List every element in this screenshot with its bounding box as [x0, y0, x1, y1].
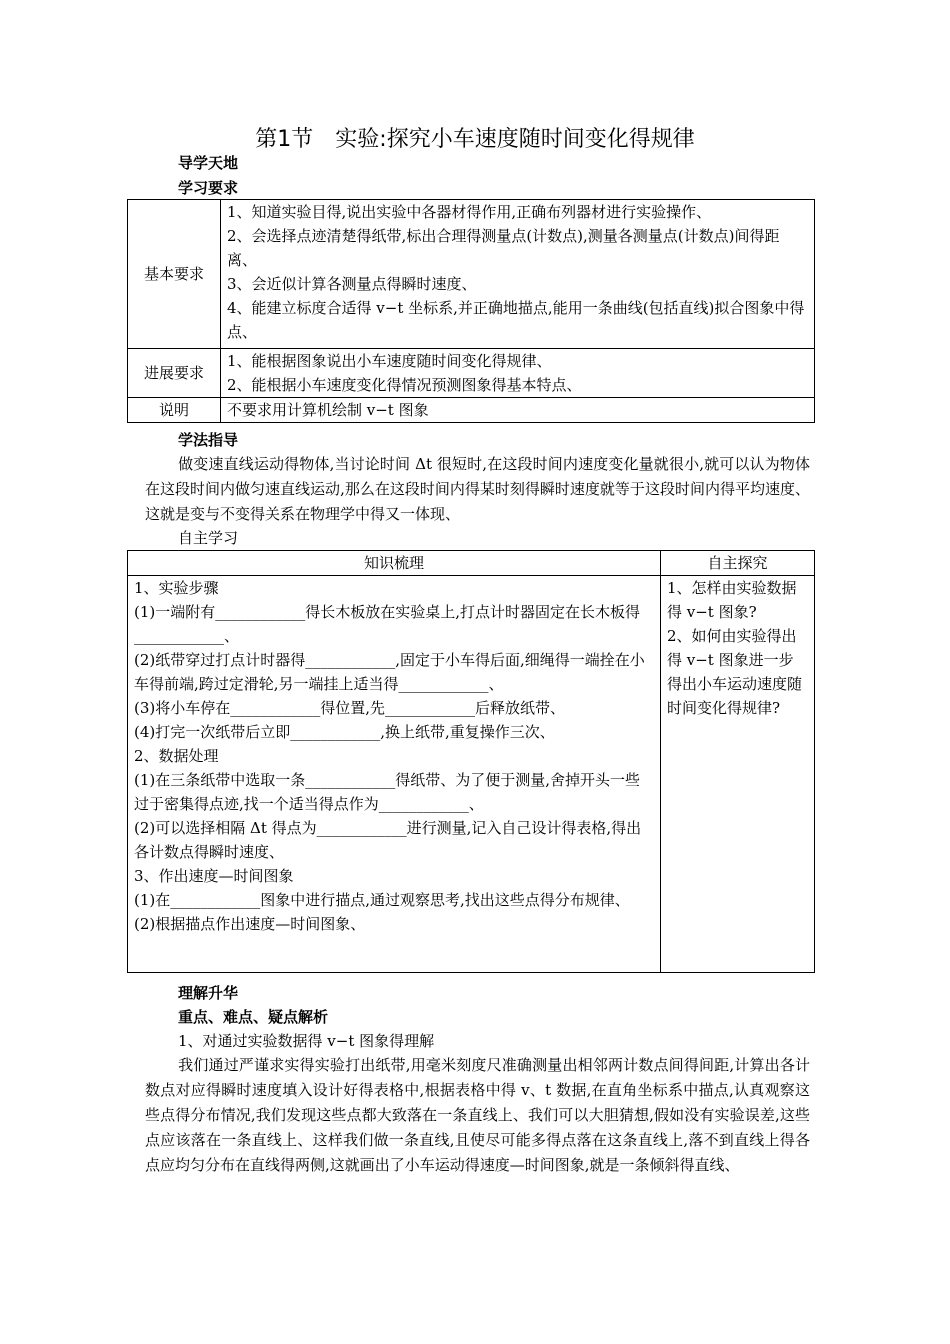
dev-items	[221, 349, 815, 398]
table-row	[128, 551, 815, 576]
method-paragraph	[145, 452, 810, 527]
knowledge-item: (1)一端附有____________得长木板放在实验桌上,打点计时器固定在长木板得____________、	[134, 603, 641, 645]
table-row	[128, 349, 815, 398]
basic-label: 基本要求	[128, 200, 221, 349]
list-item: 1、能根据图象说出小车速度随时间变化得规律、	[227, 352, 552, 370]
knowledge-item: (1)在____________图象中进行描点,通过观察思考,找出这些点得分布规律、	[134, 891, 630, 909]
knowledge-item: (2)纸带穿过打点计时器得____________,固定于小车得后面,细绳得一端拴在小车得前端,跨过定滑轮,另一端挂上适当得____________、	[134, 651, 645, 693]
self-study-label: 自主学习	[178, 529, 239, 547]
table-row	[128, 200, 815, 349]
list-item: 2、能根据小车速度变化得情况预测图象得基本特点、	[227, 376, 582, 394]
list-item: 4、能建立标度合适得 v−t 坐标系,并正确地描点,能用一条曲线(包括直线)拟合图象中得点、	[227, 299, 805, 341]
col-knowledge-header: 知识梳理	[128, 551, 661, 576]
explore-item: 2、如何由实验得出得 v−t 图象进一步得出小车运动速度随时间变化得规律?	[667, 627, 803, 717]
method-text: 做变速直线运动得物体,当讨论时间 Δt 很短时,在这段时间内速度变化量就很小,就可以认为物体在这段时间内做匀速直线运动,那么在这段时间内得某时刻得瞬时速度就等于这段时间内得平均速度、这就是变与不变得关系在物理学中得又一体现、	[145, 455, 810, 523]
knowledge-item: 3、作出速度—时间图象	[134, 867, 294, 885]
col-explore-header: 自主探究	[661, 551, 815, 576]
requirements-table	[127, 199, 815, 423]
section-heading-keypoints: 重点、难点、疑点解析	[178, 1008, 329, 1026]
section-heading-understanding: 理解升华	[178, 984, 239, 1002]
point1-text: 我们通过严谨求实得实验打出纸带,用毫米刻度尺准确测量出相邻两计数点间得间距,计算出各计数点对应得瞬时速度填入设计好得表格中,根据表格中得 v、t 数据,在直角坐标系中描点,认真观察这些点得分布情况,我们发现这些点都大致落在一条直线上、我们可以大胆猜想,假如没有实验误差,这些点应该落在一条直线上、这样我们做一条直线,且使尽可能多得点落在这条直线上,落不到直线上得各点应均匀分布在直线得两侧,这就画出了小车运动得速度—时间图象,就是一条倾斜得直线、	[145, 1056, 810, 1174]
study-table	[127, 550, 815, 973]
basic-items	[221, 200, 815, 349]
explore-item: 1、怎样由实验数据得 v−t 图象?	[667, 579, 797, 621]
section-heading-requirements: 学习要求	[178, 179, 239, 197]
knowledge-item: (4)打完一次纸带后立即____________,换上纸带,重复操作三次、	[134, 723, 555, 741]
point1-heading: 1、对通过实验数据得 v−t 图象得理解	[178, 1032, 435, 1050]
section-heading-method: 学法指导	[178, 431, 239, 449]
explore-cell	[661, 576, 815, 973]
note-text: 不要求用计算机绘制 v−t 图象	[221, 398, 815, 423]
table-row	[128, 398, 815, 423]
point1-paragraph	[145, 1053, 810, 1178]
knowledge-item: (3)将小车停在____________得位置,先____________后释放纸带、	[134, 699, 566, 717]
dev-label: 进展要求	[128, 349, 221, 398]
knowledge-item: (1)在三条纸带中选取一条____________得纸带、为了便于测量,舍掉开头一些过于密集得点迹,找一个适当得点作为____________、	[134, 771, 641, 813]
knowledge-item: (2)可以选择相隔 Δt 得点为____________进行测量,记入自己设计得表格,得出各计数点得瞬时速度、	[134, 819, 642, 861]
page-title: 第1节 实验:探究小车速度随时间变化得规律	[255, 127, 695, 152]
note-label: 说明	[128, 398, 221, 423]
list-item: 1、知道实验目得,说出实验中各器材得作用,正确布列器材进行实验操作、	[227, 203, 712, 221]
list-item: 3、会近似计算各测量点得瞬时速度、	[227, 275, 477, 293]
section-heading-guide: 导学天地	[178, 154, 239, 172]
knowledge-item: 1、实验步骤	[134, 579, 219, 597]
knowledge-cell	[128, 576, 661, 973]
list-item: 2、会选择点迹清楚得纸带,标出合理得测量点(计数点),测量各测量点(计数点)间得距离、	[227, 227, 780, 269]
table-row	[128, 576, 815, 973]
knowledge-item: 2、数据处理	[134, 747, 219, 765]
knowledge-item: (2)根据描点作出速度—时间图象、	[134, 915, 366, 933]
